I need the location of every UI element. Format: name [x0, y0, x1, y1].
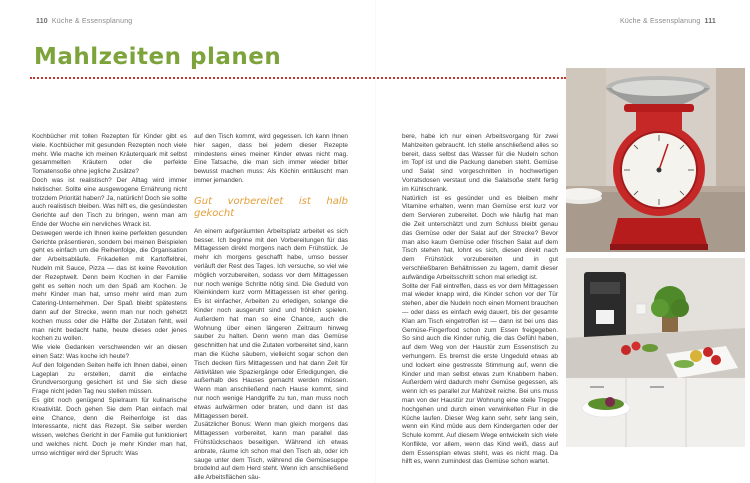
running-head-left [32, 18, 132, 25]
page-number-right: 111 [704, 18, 716, 25]
paragraph: Kochbücher mit tollen Rezepten für Kinder gibt es viele. Kochbücher mit gesunden Rezepten noch viele mehr. Wie mache ich meinen Kräuterquark mit selbst gesammelten Kräutern oder die perfekte Tomatensoße ohne jegliche Zusätze? [32, 133, 187, 176]
paragraph: Natürlich ist es gesünder und es bleiben mehr Vitamine erhalten, wenn man Gemüse erst kurz vor dem Servieren zubereitet. Doch wie häufig hat man die Zeit unterschätzt und zum Schluss bleibt genau das Gemüse oder der Salat auf der Strecke? Bevor man also kaum Gemüse oder frischen Salat auf dem Tisch stehen hat, lohnt es sich, diesen direkt nach dem Frühstück vorzubereiten und in gut verschließbaren Behältnissen zu lagern, damit dieser aufwändige Arbeitsschritt schon mal erledigt ist. [402, 194, 558, 281]
kitchen-counter-photo [566, 258, 745, 447]
paragraph: Zusätzlicher Bonus: Wenn man gleich morgens das Mittagessen vorbereitet, kann man parallel das Frühstückschaos beseitigen. Während ich etwas anbrate, räume ich schon mal den Tisch ab, oder ich sauge unter dem Tisch, während die Gemüsesuppe brodelnd auf dem Herd steht. Wenn ich anschließend alle Arbeitsflächen säu- [194, 421, 348, 482]
section-label-left: Küche & Essensplanung [51, 18, 133, 25]
paragraph: bere, habe ich nur einen Arbeitsvorgang für zwei Mahlzeiten gebraucht. Ich stelle anschließend alles so bereit, dass selbst das Wasser für die Nudeln schon im Topf ist und die Packung daneben steht. Gemüse und Salat sind vorgeschnitten in hochwertigen Vorratsdosen verstaut und die Salatsoße steht fertig im Kühlschrank. [402, 133, 558, 193]
paragraph: Sollte der Fall eintreffen, dass es vor dem Mittagessen mal wieder knapp wird, die Kinder schon vor der Tür stehen, aber die Nudeln noch einen Moment brauchen — oder dass es einfach ewig dauert, bis der gesamte Klan am Tisch eingetroffen ist — dann ist bei uns das Gemüse-Fingerfood schon zum Essen freigegeben. So sind auch die Kinder ruhig, die das Gefühl haben, auf dem Weg von der Haustür zum Essenstisch zu verhungern. Es bremst die erste Ungeduld etwas ab und lockert eine gestresste Stimmung auf, wenn die Kinder und man selbst etwas zum Knabbern haben. Außerdem wird dadurch mehr Gemüse gegessen, als wenn ich es parallel zur Mahlzeit reiche. Bei uns muss man von der Haustür zur Wohnung eine steile Treppe hochgehen und durch einen verwinkelten Flur in die Küche laufen. Dieser Weg kann sehr, sehr lang sein, wenn ein Kind müde aus dem Kindergarten oder der Schule kommt. Auf diesem Wege entwickeln sich viele Konflikte, vor allem, wenn das Kind weiß, dass auf dem Essensplan etwas steht, was es nicht mag. Da hilft es, wenn zumindest das Gemüse schon wartet. [402, 282, 558, 466]
page-gutter [375, 0, 376, 482]
running-head-right [620, 18, 720, 25]
section-label-right: Küche & Essensplanung [620, 18, 701, 25]
paragraph: Es gibt noch genügend Spielraum für kulinarische Kreativität. Doch gehen Sie dem Plan einfach mal eine Chance, denn die Reihenfolge ist das Interessante, nicht das Rezept. Sie selber werden wissen, welches Gericht in der Familie gut funktioniert und welches nicht. Doch je mehr Kinder man hat, umso wichtiger wird der Spruch: Was [32, 396, 187, 457]
text-column-1 [32, 133, 187, 458]
paragraph: An einem aufgeräumten Arbeitsplatz arbeitet es sich besser. Ich beginne mit den Vorbereitungen für das Mittagessen direkt morgens nach dem Frühstück. Je mehr ich morgens geschafft habe, umso besser verläuft der Rest des Tages. Ich versuche, so viel wie möglich vorzubereiten, sodass vor dem Mittagessen nur noch wenige Schritte nötig sind. Die Geduld von Kleinkindern kurz vorm Mittagessen ist eher gering. Es ist einfacher, Arbeiten zu erledigen, solange die Kinder noch ausgeruht sind und fröhlich spielen. Außerdem hat man so eine Chance, auch die Wohnung über einen längeren Zeitraum hinweg sauber zu halten. Denn wenn man das Gemüse geschnitten hat und die Zutaten vorbereitet sind, kann man die Küche säubern, vielleicht sogar schon den Tisch decken fürs Mittagessen und hat dann Zeit für Aktivitäten wie Spaziergänge oder Erledigungen, die außerhalb des Hauses gemacht werden müssen. Wenn man anschließend nach Hause kommt, sind nur noch wenige Handgriffe zu tun, man muss noch etwas aufwärmen oder braten, und dann ist das Mittagessen bereit. [194, 227, 348, 420]
paragraph: auf den Tisch kommt, wird gegessen. Ich kann Ihnen hier sagen, dass bei jedem dieser Rezepte mindestens eines meiner Kinder etwas nicht mag. Eine Tatsache, die man sich immer wieder bitter bewusst machen muss: Als Köchin enttäuscht man immer jemanden. [194, 133, 348, 184]
dotted-rule [30, 77, 566, 79]
paragraph: Deswegen werde ich Ihnen keine perfekten gesunden Gerichte präsentieren, sondern bei meinen Beispielen geht es einfach um die Reihenfolge, die Organisation der Arbeitsabläufe. Frikadellen mit Kartoffelbrei, Nudeln mit Sauce, Pizza — das ist keine Revolution der Rezeptwelt. Denn beim Kochen in der Familie geht es selten noch um den Spaß am Kochen. Je mehr Kinder man hat, umso mehr wird man zum Catering-Unternehmen. Der Spaß bleibt spätestens dann auf der Strecke, wenn man nur noch gehetzt kochen muss oder die Hälfte der Zutaten fehlt, weil man nicht bedacht hatte, heute dieses oder jenes kochen zu wollen. [32, 229, 187, 343]
kitchen-counter-illustration [566, 258, 745, 447]
text-column-2 [194, 133, 348, 483]
chapter-title: Mahlzeiten planen [34, 44, 282, 70]
kitchen-scale-illustration [566, 68, 745, 252]
page-number-left: 110 [36, 18, 48, 25]
kitchen-scale-photo [566, 68, 745, 252]
paragraph: Wie viele Gedanken verschwenden wir an diesen einen Satz: Was koche ich heute? [32, 344, 187, 360]
section-subheading: Gut vorbereitet ist halb gekocht [194, 195, 348, 219]
text-column-3 [402, 133, 558, 467]
paragraph: Doch was ist realistisch? Der Alltag wird immer hektischer. Sollte eine ausgewogene Ernährung nicht trotzdem Priorität haben? Ja, natürlich! Doch sie sollte auch realistisch bleiben. Was hilft es, die gesündesten Gerichte auf den Tisch zu bringen, wenn man am Ende der Woche ein nervliches Wrack ist. [32, 176, 187, 228]
paragraph: Auf den folgenden Seiten helfe ich Ihnen dabei, einen Lageplan zu erstellen, damit die einfache Grundversorgung gesichert ist und Sie sich diese Frage nicht jeden Tag neu stellen müssen. [32, 361, 187, 396]
